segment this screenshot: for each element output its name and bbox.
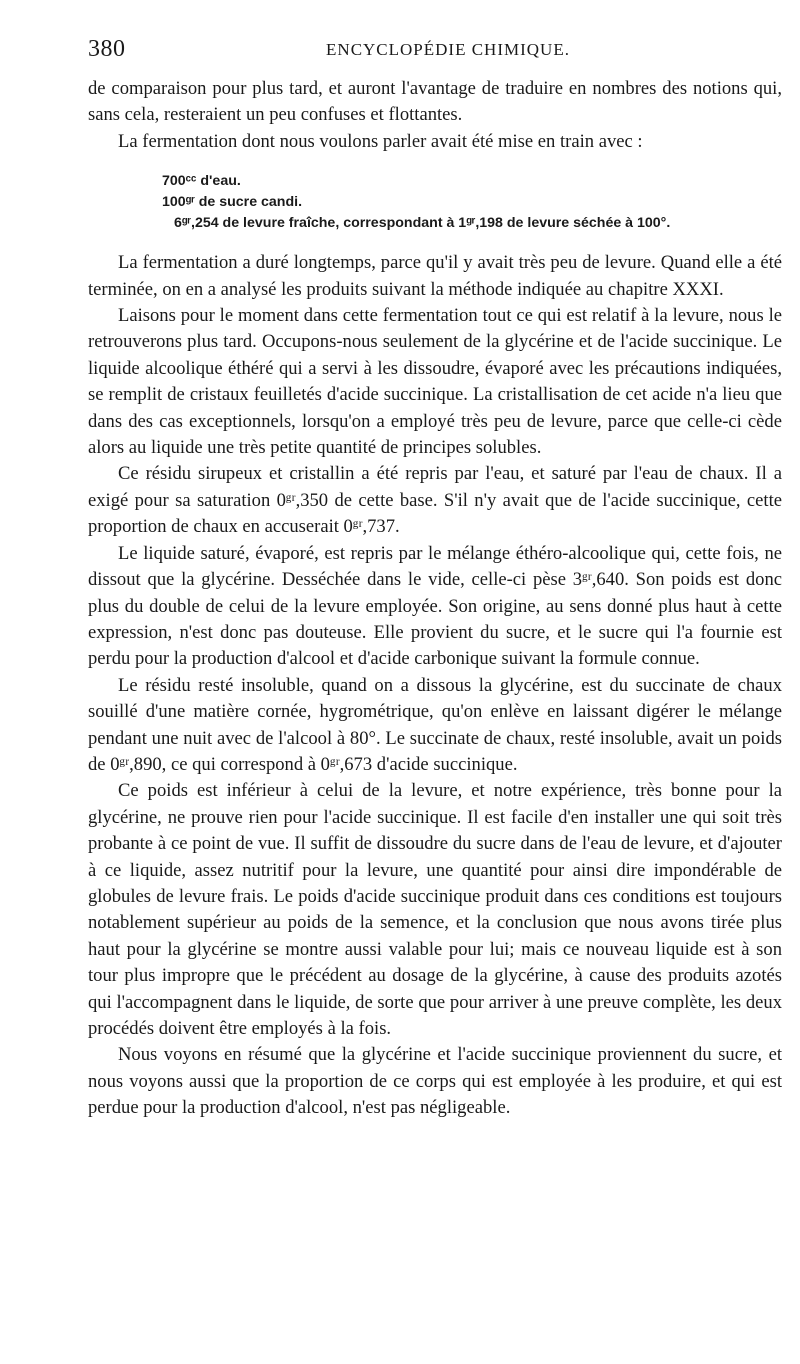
- paragraph: Le résidu resté insoluble, quand on a dissous la glycérine, est du succinate de chaux souillé d'une matière cornée, hygrométrique, qu'on enlève en laissant digérer le mélange pendant une nuit avec de l'alcool à 80°. Le succinate de chaux, resté insoluble, avait un poids de 0ᵍʳ,890, ce qui correspond à 0ᵍʳ,673 d'acide succinique.: [88, 674, 782, 775]
- paragraph: de comparaison pour plus tard, et auront l'avantage de traduire en nombres des notions qui, sans cela, resteraient un peu confuses et flottantes.: [88, 78, 782, 126]
- recipe-line: 100ᵍʳ de sucre candi.: [162, 194, 303, 211]
- recipe-line: 700ᶜᶜ d'eau.: [162, 173, 241, 190]
- paragraph: La fermentation a duré longtemps, parce qu'il y avait très peu de levure. Quand elle a été terminée, on en a analysé les produits suivant la méthode indiquée au chapitre XXXI.: [88, 252, 782, 300]
- recipe-line: 6ᵍʳ,254 de levure fraîche, correspondant à 1ᵍʳ,198 de levure séchée à 100°.: [174, 215, 671, 232]
- paragraph: Ce poids est inférieur à celui de la levure, et notre expérience, très bonne pour la glycérine, ne prouve rien pour l'acide succinique. Il est facile d'en installer une qui soit très probante à ce point de vue. Il suffit de dissoudre du sucre dans de l'eau de levure, et d'ajouter à ce liquide, assez nutritif pour la levure, une quantité pour ainsi dire impondérable de globules de levure frais. Le poids d'acide succinique produit dans ces conditions est toujours notablement supérieur au poids de la semence, et la conclusion que nous avons tirée plus haut pour la glycérine se montre aussi valable pour lui; mais ce nouveau liquide est à son tour plus impropre que le précédent au dosage de la glycérine, à cause des produits azotés qui l'accompagnent dans le liquide, de sorte que pour arriver à une preuve complète, les deux procédés doivent être employés à la fois.: [88, 780, 782, 1039]
- paragraph: Ce résidu sirupeux et cristallin a été repris par l'eau, et saturé par l'eau de chaux. Il a exigé pour sa saturation 0ᵍʳ,350 de cette base. S'il n'y avait que de l'acide succinique, cette proportion de chaux en accuserait 0ᵍʳ,737.: [88, 463, 782, 538]
- running-title: ENCYCLOPÉDIE CHIMIQUE.: [326, 40, 570, 59]
- paragraph: La fermentation dont nous voulons parler avait été mise en train avec :: [118, 130, 643, 152]
- paragraph: Laisons pour le moment dans cette fermentation tout ce qui est relatif à la levure, nous le retrouverons plus tard. Occupons-nous seulement de la glycérine et de l'acide succinique. Le liquide alcoolique éthéré qui a servi à les dissoudre, évaporé avec les précautions indiquées, se remplit de cristaux feuilletés d'acide succinique. La cristallisation de cet acide n'a lieu que dans des cas exceptionnels, lorsqu'on a employé très peu de levure, parce que celle-ci cède alors au liquide une très petite quantité de principes solubles.: [88, 305, 782, 459]
- paragraph: Le liquide saturé, évaporé, est repris par le mélange éthéro-alcoolique qui, cette fois, ne dissout que la glycérine. Desséchée dans le vide, celle-ci pèse 3ᵍʳ,640. Son poids est donc plus du double de celui de la levure employée. Son origine, au sens donné plus haut à cette expression, n'est donc pas douteuse. Elle provient du sucre, et le sucre qui l'a fournie est perdu pour la production d'alcool et d'acide carbonique suivant la formule connue.: [88, 542, 782, 670]
- page-number: 380: [88, 36, 126, 62]
- paragraph: Nous voyons en résumé que la glycérine et l'acide succinique proviennent du sucre, et nous voyons aussi que la proportion de ce corps qui est employée à les produire, et qui est perdue pour la production d'alcool, n'est pas négligeable.: [88, 1044, 782, 1119]
- recipe-list: [162, 171, 782, 234]
- page-header: [88, 34, 778, 68]
- body-text: [88, 76, 782, 1122]
